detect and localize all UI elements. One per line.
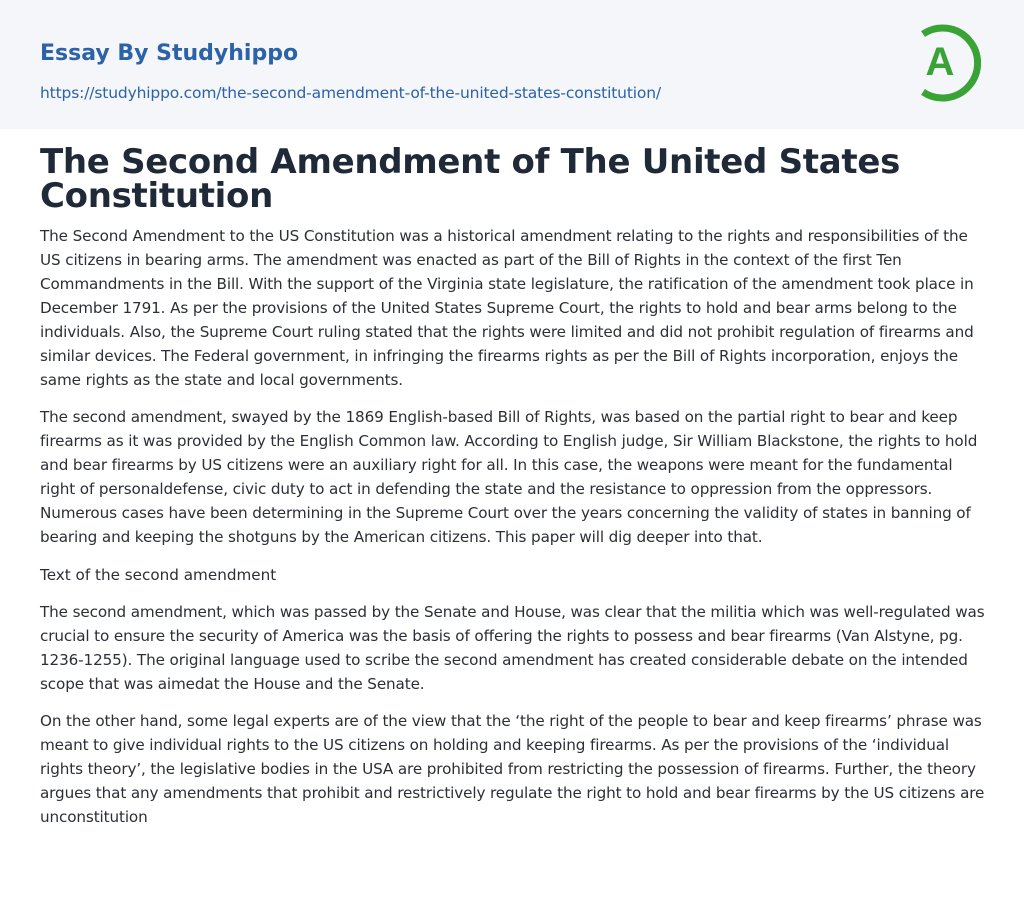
section-heading: Text of the second amendment [40, 566, 277, 584]
essay-url-link[interactable]: https://studyhippo.com/the-second-amendment-of-the-united-states-constitution/ [40, 84, 661, 102]
paragraph-individual-rights: On the other hand, some legal experts are of the view that the ‘the right of the people to bear and keep firearms’ phrase was meant to give individual rights to the US citizens on holding and keeping firearms. As per the provisions of the ‘individual rights theory’, the legislative bodies in the USA are prohibited from restricting the possession of firearms. Further, the theory argues that any amendments that prohibit and restrictively regulate the right to hold and bear firearms by the US citizens are unconstitution [40, 712, 985, 826]
paragraph-intro: The Second Amendment to the US Constitution was a historical amendment relating to the rights and responsibilities of the US citizens in bearing arms. The amendment was enacted as part of the Bill of Rights in the context of the first Ten Commandments in the Bill. With the support of the Virginia state legislature, the ratification of the amendment took place in December 1791. As per the provisions of the United States Supreme Court, the rights to hold and bear arms belong to the individuals. Also, the Supreme Court ruling stated that the rights were limited and did not prohibit regulation of firearms and similar devices. The Federal government, in infringing the firearms rights as per the Bill of Rights incorporation, enjoys the same rights as the state and local governments. [40, 227, 974, 389]
paragraph-history: The second amendment, swayed by the 1869 English-based Bill of Rights, was based on the partial right to bear and keep firearms as it was provided by the English Common law. According to English judge, Sir William Blackstone, the rights to hold and bear firearms by US citizens were an auxiliary right for all. In this case, the weapons were meant for the fundamental right of personaldefense, civic duty to act in defending the state and the resistance to oppression from the oppressors. Numerous cases have been determining in the Supreme Court over the years concerning the validity of states in banning of bearing and keeping the shotguns by the American citizens. This paper will dig deeper into that. [40, 408, 978, 546]
article-body [40, 142, 988, 829]
site-header [0, 0, 1024, 129]
site-brand[interactable]: Essay By Studyhippo [40, 41, 299, 66]
paragraph-text-of-amendment: The second amendment, which was passed by the Senate and House, was clear that the militia which was well-regulated was crucial to ensure the security of America was the basis of offering the rights to possess and bear firearms (Van Alstyne, pg. 1236-1255). The original language used to scribe the second amendment has created considerable debate on the intended scope that was aimedat the House and the Senate. [40, 603, 985, 693]
studyhippo-logo-icon[interactable] [911, 18, 987, 106]
article-title: The Second Amendment of The United States Constitution [40, 142, 901, 216]
logo-letter: A [925, 40, 955, 84]
